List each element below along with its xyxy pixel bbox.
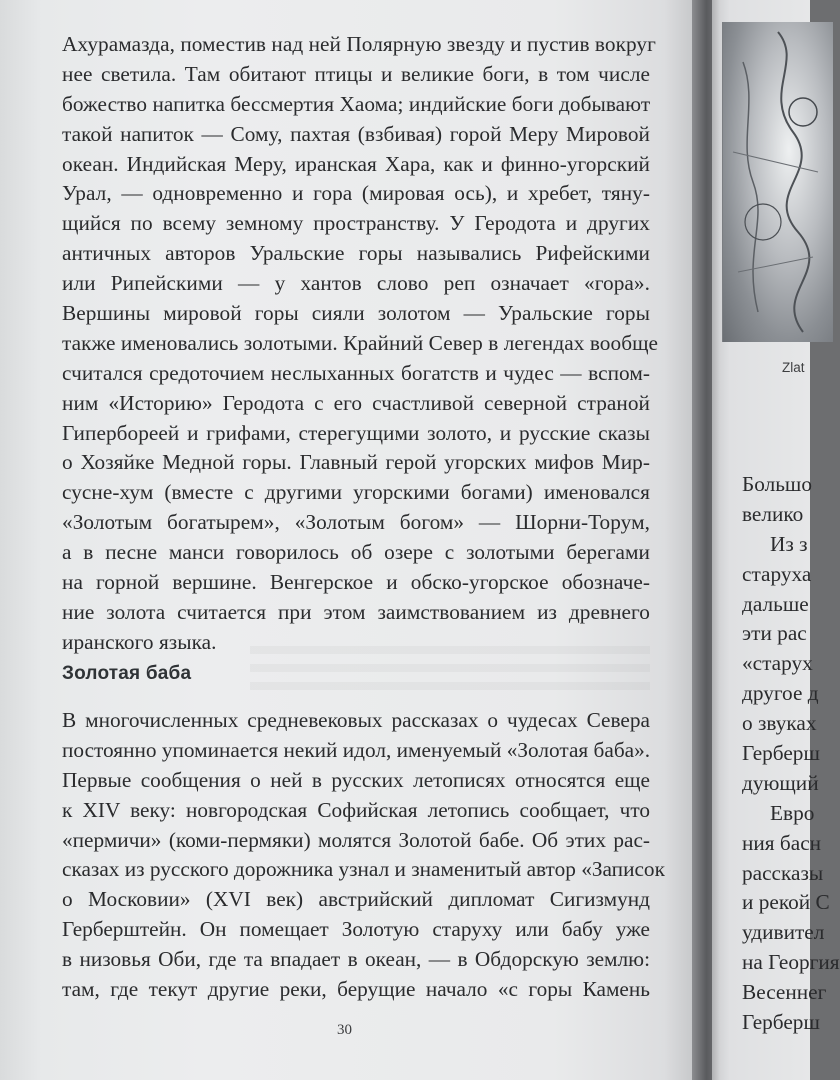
map-illustration [722,22,833,342]
text-line: там, где текут другие реки, берущие начало «с горы Камень [62,977,650,1002]
text-line: также именовались золотыми. Крайний Север в легендах вообще [62,330,659,355]
text-line: рассказы [742,860,824,885]
text-line: считался средоточием неслыханных богатств и чудес — вспом- [62,360,650,385]
text-line: сусне-хум (вместе с другими угорскими богами) именовался [62,480,650,505]
illustration-caption: Zlat [782,360,805,375]
text-line: сказах из русского дорожника узнал и знаменитый автор «Записок [62,857,665,882]
text-line: Ахурамазда, поместив над ней Полярную звезду и пустив вокруг [62,32,656,56]
right-page-text [742,470,840,1038]
text-line: дующий [742,770,819,795]
text-line: и рекой С [742,890,830,915]
text-line: старуха [742,561,812,586]
section-heading: Золотая баба [62,663,192,684]
text-line: Большо [742,472,812,496]
body-paragraph-1 [62,30,659,658]
text-line: нее светила. Там обитают птицы и великие боги, в том числе [62,61,650,86]
text-line: Урал, — одновременно и гора (мировая ось), и хребет, тяну- [62,181,650,206]
text-line: удивител [742,920,825,945]
text-line: на горной вершине. Венгерское и обско-угорское обозначе- [62,570,650,595]
text-line: к XIV веку: новгородская Софийская летопись сообщает, что [62,797,650,822]
body-paragraph-2 [62,706,665,1005]
text-line: античных авторов Уральские горы назывались Рифейскими [62,241,650,266]
text-line: Из з [770,531,808,556]
text-line: о Московии» (XVI век) австрийский дипломат Сигизмунд [62,887,650,912]
text-line: Весеннег [742,980,827,1005]
text-line: океан. Индийская Меру, иранская Хара, как и финно-угорский [62,151,650,176]
text-line: Герберш [742,741,820,766]
text-line: или Рипейскими — у хантов слово реп означает «гора». [62,271,650,296]
text-line: Гипербореей и грифами, стерегущими золото, и русские сказы [62,420,650,445]
text-line: «Золотым богатырем», «Золотым богом» — Шорни-Торум, [62,510,650,535]
text-line: Герберш [742,1010,820,1035]
text-line: на Георгия [742,950,840,975]
text-line: дальше [742,591,809,616]
right-page [712,0,840,1080]
text-line: щийся по всему земному пространству. У Геродота и других [62,211,650,236]
page-number: 30 [337,1022,352,1038]
text-line: ние золота считается при этом заимствованием из древнего [62,599,650,624]
text-line: божество напитка бессмертия Хаома; индийские боги добывают [62,91,651,116]
text-line: в низовья Оби, где та впадает в океан, — в Обдорскую землю: [62,947,650,972]
text-line: Герберштейн. Он помещает Золотую старуху или бабу уже [62,917,650,942]
text-line: постоянно упоминается некий идол, именуемый «Золотая баба». [62,737,651,762]
text-line: ния басн [742,830,822,855]
text-line: такой напиток — Сому, пахтая (взбивая) горой Меру Мировой [62,121,650,146]
text-line: ним «Историю» Геродота с его счастливой северной страной [62,390,650,415]
text-line: а в песне манси говорилось об озере с золотыми берегами [62,540,650,565]
text-line: о звуках [742,711,817,736]
map-illustration-drawing [723,22,833,342]
text-line: Евро [770,800,815,825]
text-line: «пермичи» (коми-пермяки) молятся Золотой бабе. Об этих рас- [62,827,650,852]
text-line: «старух [742,651,813,676]
text-line: другое д [742,681,819,706]
text-line: В многочисленных средневековых рассказах о чудесах Севера [62,708,650,732]
text-line: Первые сообщения о ней в русских летописях относятся еще [62,767,650,792]
page-edge-shadow [712,0,720,1080]
text-line: иранского языка. [62,629,217,654]
text-line: велико [742,501,804,526]
text-line: эти рас [742,621,807,646]
text-line: о Хозяйке Медной горы. Главный герой угорских мифов Мир- [62,450,650,475]
text-line: Вершины мировой горы сияли золотом — Уральские горы [62,301,650,326]
